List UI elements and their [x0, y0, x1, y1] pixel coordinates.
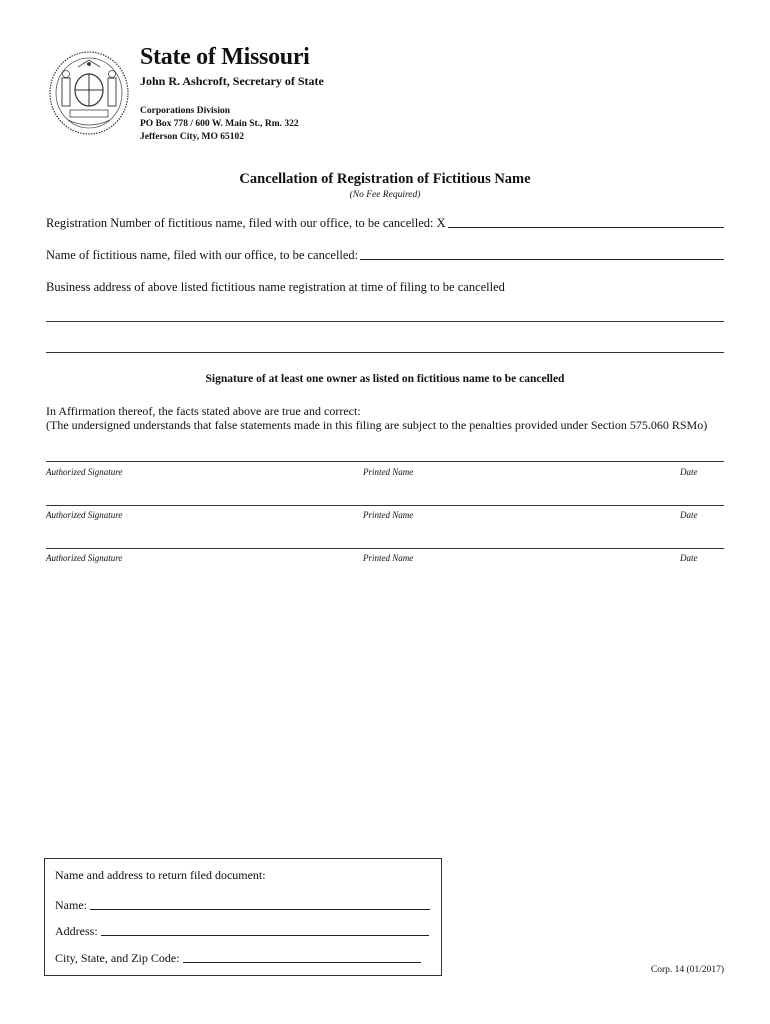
- affirmation-text: [46, 404, 707, 432]
- signature-row-3[interactable]: [46, 548, 724, 563]
- form-number: Corp. 14 (01/2017): [650, 965, 724, 975]
- authorized-signature-label: Authorized Signature: [46, 467, 123, 477]
- return-address-label: Address:: [55, 924, 98, 938]
- business-address-line-1[interactable]: [46, 321, 724, 322]
- registration-number-input-line[interactable]: [448, 227, 724, 228]
- return-city-label: City, State, and Zip Code:: [55, 951, 180, 965]
- secretary-of-state: John R. Ashcroft, Secretary of State: [140, 74, 324, 88]
- business-address-label: Business address of above listed fictitious name registration at time of filing to be cancelled: [46, 280, 505, 294]
- fee-note: (No Fee Required): [349, 190, 421, 200]
- authorized-signature-label: Authorized Signature: [46, 553, 123, 563]
- signature-row-1[interactable]: [46, 461, 724, 477]
- address-line-2: Jefferson City, MO 65102: [140, 132, 244, 142]
- business-address-line-2[interactable]: [46, 352, 724, 353]
- return-city-input-line[interactable]: [183, 962, 421, 963]
- registration-number-field[interactable]: [46, 216, 724, 231]
- penalty-note: (The undersigned understands that false statements made in this filing are subject to the penalties provided under Section 575.060 RSMo): [46, 418, 708, 432]
- return-name-label: Name:: [55, 898, 87, 912]
- return-name-input-line[interactable]: [90, 909, 430, 910]
- printed-name-label: Printed Name: [363, 553, 414, 563]
- affirmation-statement: In Affirmation thereof, the facts stated above are true and correct:: [46, 404, 361, 418]
- division-name: Corporations Division: [140, 106, 230, 116]
- return-name-field[interactable]: [55, 898, 430, 913]
- address-line-1: PO Box 778 / 600 W. Main St., Rm. 322: [140, 119, 299, 129]
- form-title: Cancellation of Registration of Fictitious Name: [239, 171, 531, 187]
- return-address-box: [44, 858, 442, 976]
- office-address: [140, 105, 299, 144]
- fictitious-name-input-line[interactable]: [360, 259, 724, 260]
- authorized-signature-label: Authorized Signature: [46, 510, 123, 520]
- date-label: Date: [680, 467, 698, 477]
- fictitious-name-label: Name of fictitious name, filed with our office, to be cancelled:: [46, 248, 359, 262]
- business-address-field: [46, 280, 724, 295]
- signature-row-2[interactable]: [46, 505, 724, 520]
- state-seal-icon: [48, 50, 130, 136]
- return-address-field[interactable]: [55, 924, 429, 939]
- date-label: Date: [680, 553, 698, 563]
- return-box-title: Name and address to return filed document:: [55, 868, 266, 882]
- state-title: State of Missouri: [140, 44, 310, 70]
- date-label: Date: [680, 510, 698, 520]
- fictitious-name-field[interactable]: [46, 248, 724, 263]
- signature-heading: Signature of at least one owner as listed on fictitious name to be cancelled: [205, 373, 565, 385]
- registration-number-label: Registration Number of fictitious name, filed with our office, to be cancelled: X: [46, 216, 446, 230]
- printed-name-label: Printed Name: [363, 467, 414, 477]
- return-address-input-line[interactable]: [101, 935, 429, 936]
- printed-name-label: Printed Name: [363, 510, 414, 520]
- return-city-field[interactable]: [55, 951, 421, 966]
